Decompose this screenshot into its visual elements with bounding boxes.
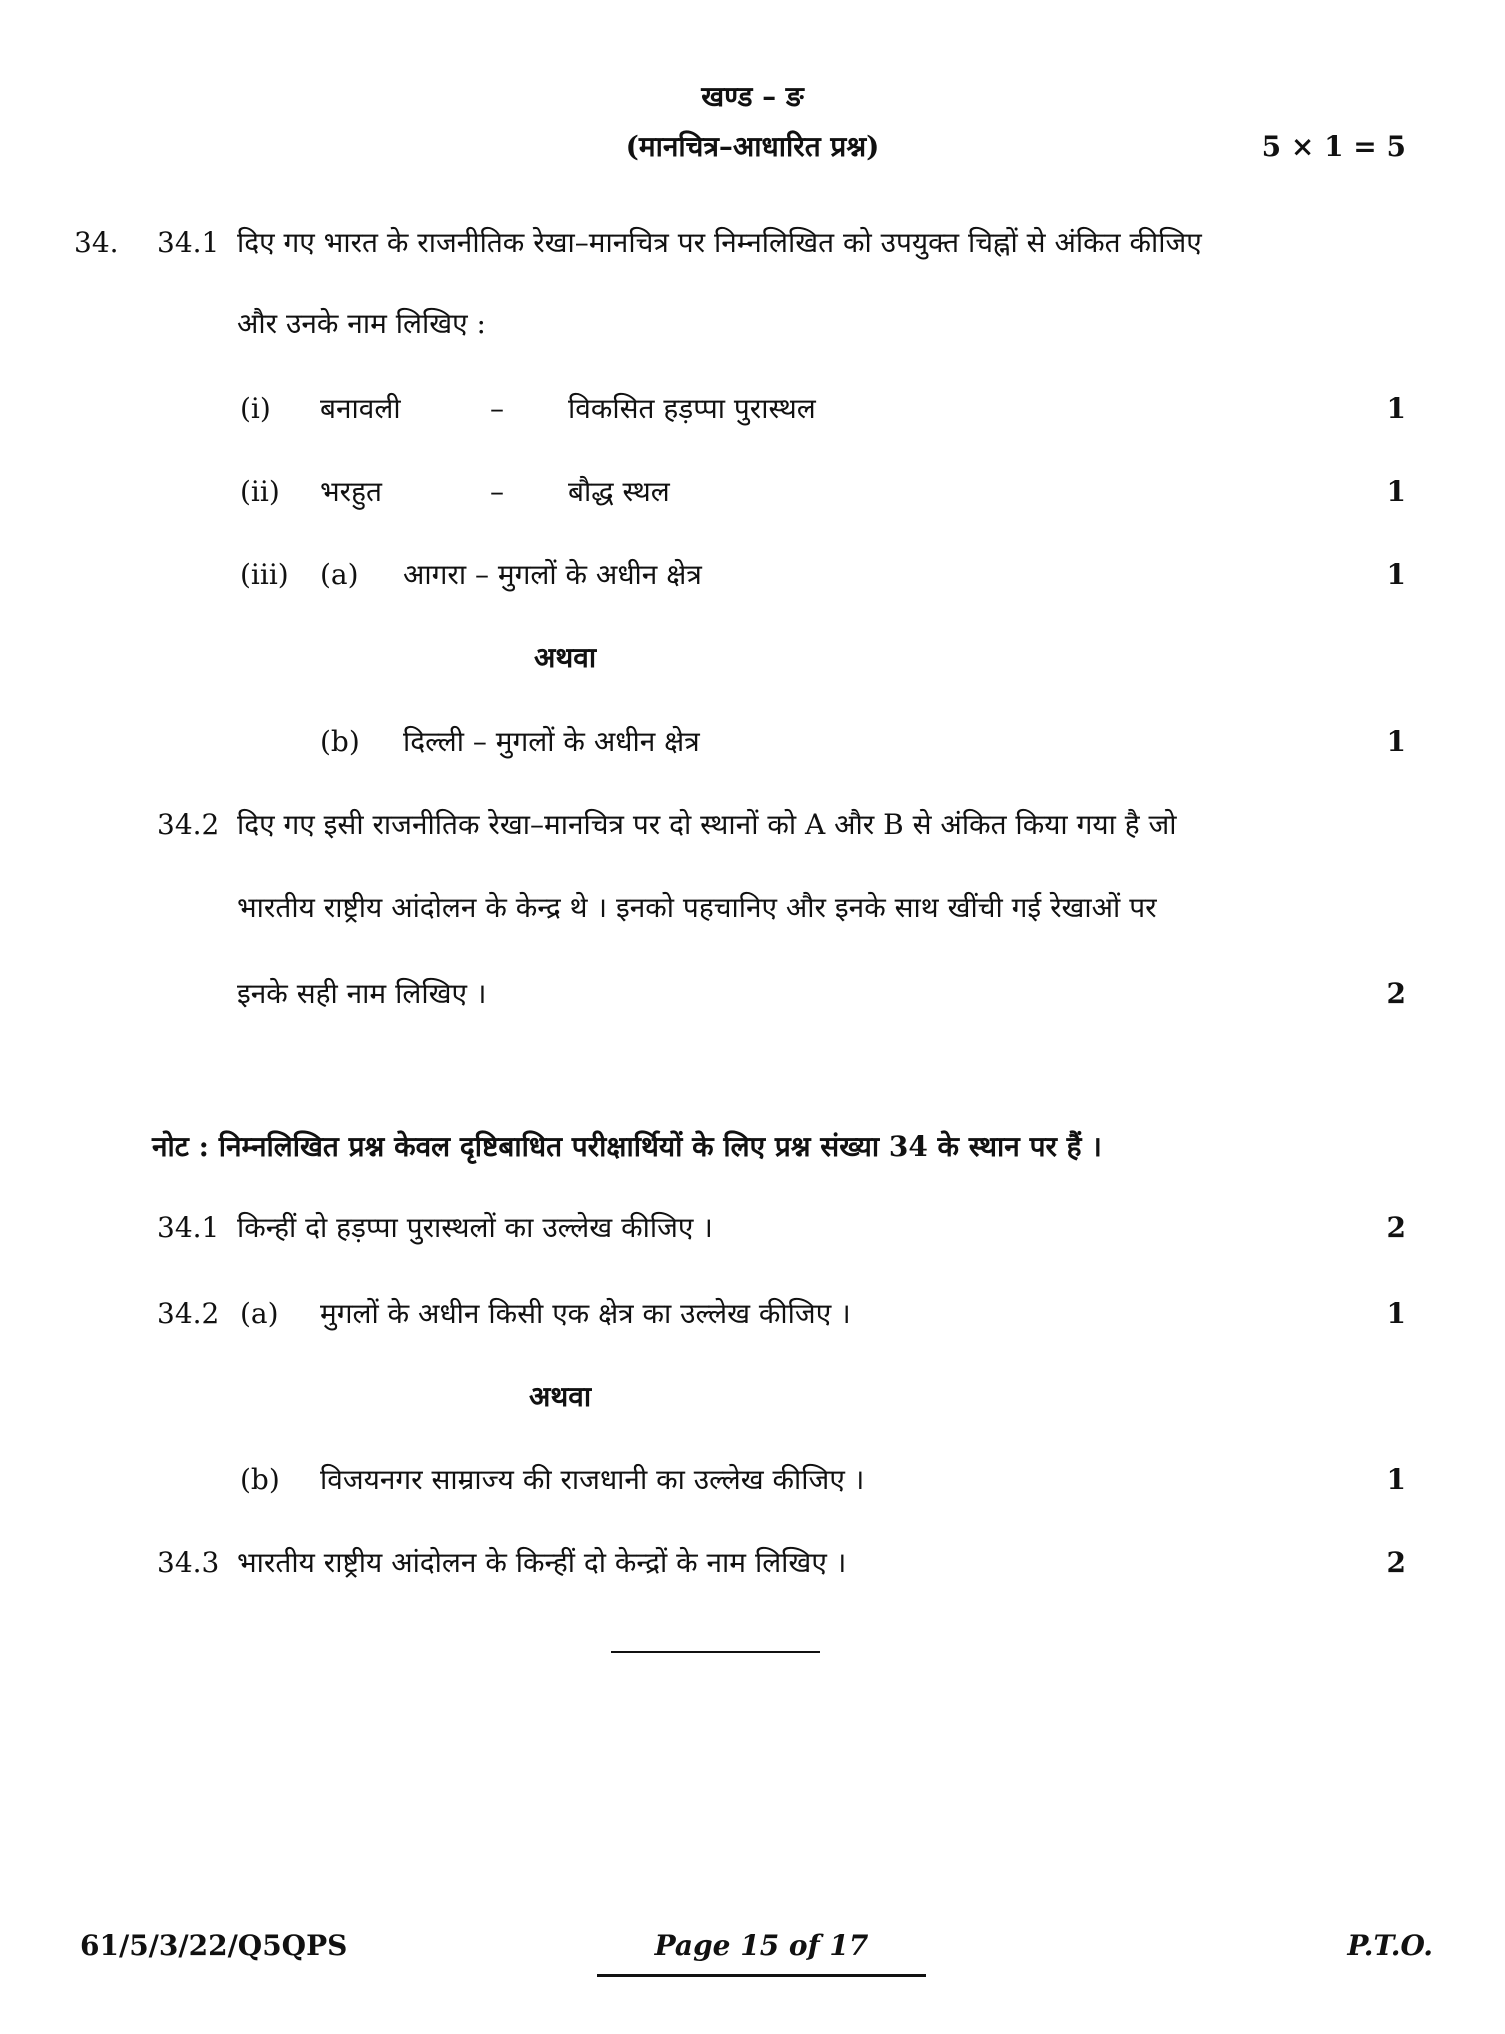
question-text: दिए गए भारत के राजनीतिक रेखा–मानचित्र पर निम्नलिखित को उपयुक्त चिह्नों से अंकित कीजिए xyxy=(237,226,1202,259)
page-number: Page 15 of 17 xyxy=(654,1929,869,1962)
item-desc: विकसित हड़प्पा पुरास्थल xyxy=(568,392,816,425)
item-place: बनावली xyxy=(320,392,401,425)
part-label: 34.2 xyxy=(157,1297,220,1330)
item-desc: बौद्ध स्थल xyxy=(568,475,670,508)
question-text: इनके सही नाम लिखिए । xyxy=(237,977,487,1010)
question-text: किन्हीं दो हड़प्पा पुरास्थलों का उल्लेख कीजिए । xyxy=(237,1211,713,1244)
question-text: भारतीय राष्ट्रीय आंदोलन के केन्द्र थे । इनको पहचानिए और इनके साथ खींची गई रेखाओं पर xyxy=(237,891,1157,924)
note-heading: नोट : निम्नलिखित प्रश्न केवल दृष्टिबाधित परीक्षार्थियों के लिए प्रश्न संख्या 34 के स्थान पर हैं । xyxy=(152,1130,1102,1163)
option-text: आगरा – मुगलों के अधीन क्षेत्र xyxy=(403,558,702,591)
item-label: (i) xyxy=(240,392,271,425)
option-label: (b) xyxy=(240,1463,280,1496)
item-place: भरहुत xyxy=(320,475,382,508)
section-subtitle: (मानचित्र–आधारित प्रश्न) xyxy=(625,130,880,163)
question-text: दिए गए इसी राजनीतिक रेखा–मानचित्र पर दो स्थानों को A और B से अंकित किया गया है जो xyxy=(237,808,1177,841)
part-label: 34.1 xyxy=(157,226,220,259)
option-label: (a) xyxy=(320,558,359,591)
paper-code: 61/5/3/22/Q5QPS xyxy=(80,1929,348,1962)
item-dash: – xyxy=(490,392,504,425)
item-mark: 1 xyxy=(1386,392,1406,425)
or-label: अथवा xyxy=(534,641,597,674)
item-label: (ii) xyxy=(240,475,280,508)
item-mark: 1 xyxy=(1386,475,1406,508)
part-mark: 2 xyxy=(1386,1546,1406,1579)
part-mark: 1 xyxy=(1386,1297,1406,1330)
part-label: 34.1 xyxy=(157,1211,220,1244)
section-marks: 5 × 1 = 5 xyxy=(1261,130,1406,163)
or-label: अथवा xyxy=(529,1380,592,1413)
end-divider xyxy=(611,1651,820,1653)
option-text: विजयनगर साम्राज्य की राजधानी का उल्लेख कीजिए । xyxy=(320,1463,865,1496)
part-mark: 2 xyxy=(1386,1211,1406,1244)
option-text: दिल्ली – मुगलों के अधीन क्षेत्र xyxy=(403,725,700,758)
question-text: और उनके नाम लिखिए : xyxy=(237,307,486,340)
item-dash: – xyxy=(490,475,504,508)
option-label: (a) xyxy=(240,1297,279,1330)
part-label: 34.3 xyxy=(157,1546,220,1579)
part-label: 34.2 xyxy=(157,808,220,841)
section-heading: खण्ड – ङ xyxy=(701,80,804,113)
page-underline xyxy=(597,1974,926,1977)
part-mark: 2 xyxy=(1386,977,1406,1010)
option-text: मुगलों के अधीन किसी एक क्षेत्र का उल्लेख कीजिए । xyxy=(320,1297,851,1330)
item-label: (iii) xyxy=(240,558,289,591)
part-mark: 1 xyxy=(1386,1463,1406,1496)
question-number: 34. xyxy=(74,226,119,259)
pto-label: P.T.O. xyxy=(1347,1929,1433,1962)
item-mark: 1 xyxy=(1386,725,1406,758)
question-text: भारतीय राष्ट्रीय आंदोलन के किन्हीं दो केन्द्रों के नाम लिखिए । xyxy=(237,1546,847,1579)
item-mark: 1 xyxy=(1386,558,1406,591)
option-label: (b) xyxy=(320,725,360,758)
